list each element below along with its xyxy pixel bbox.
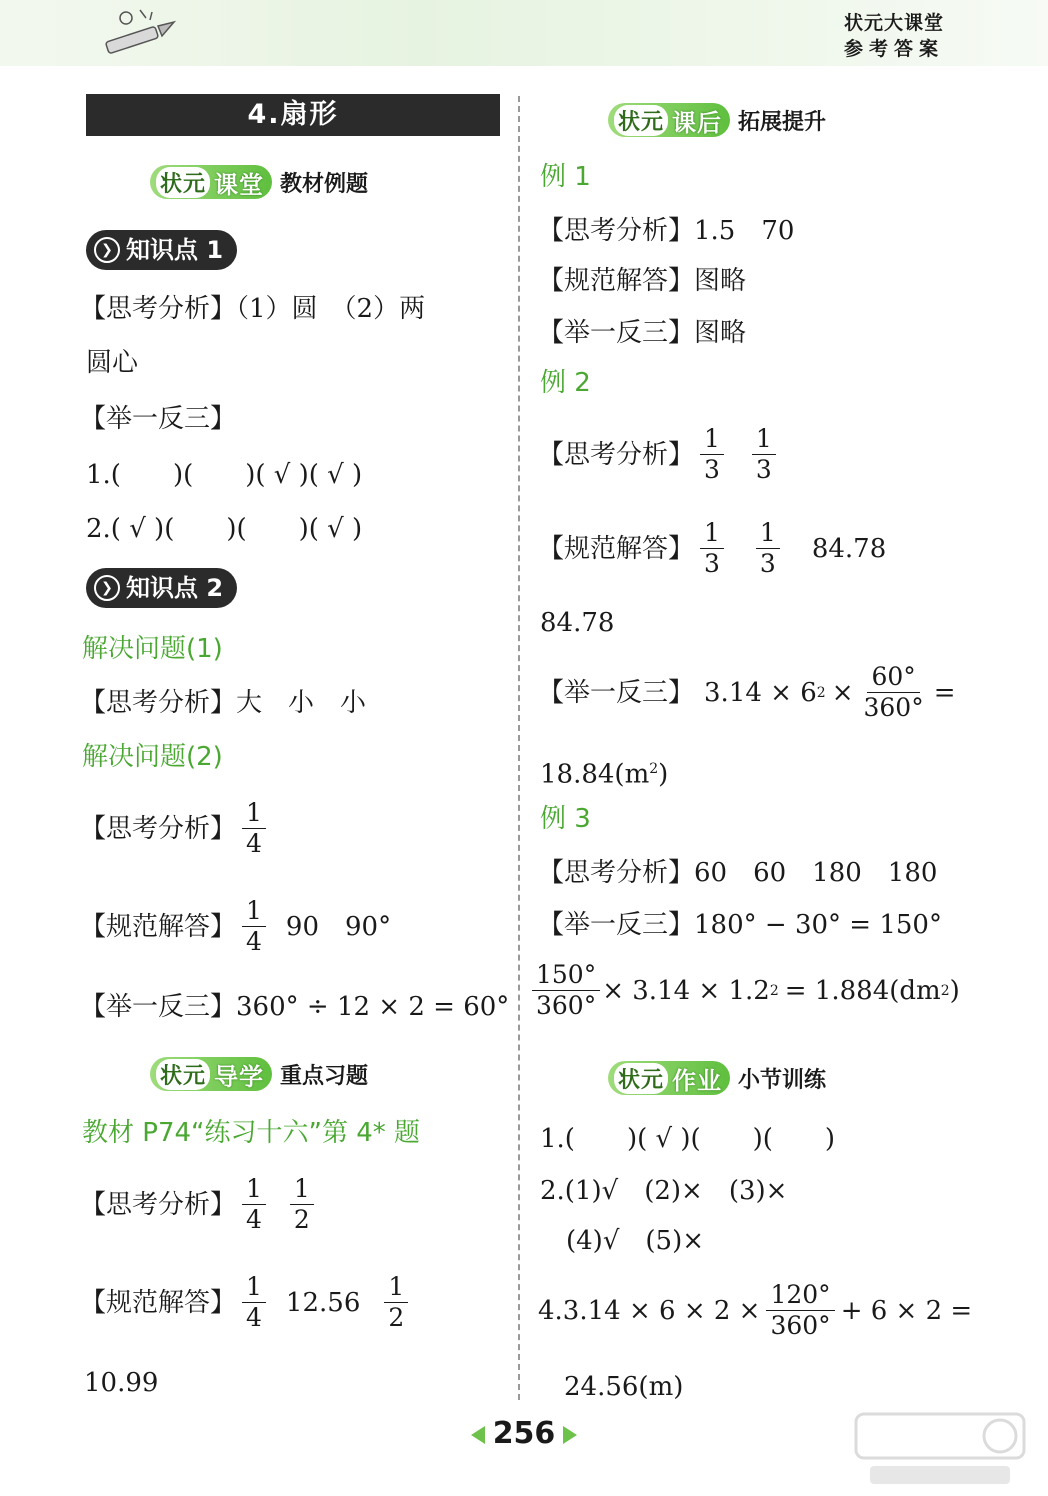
- page-number-value: 256: [492, 1416, 556, 1451]
- fraction: $\frac{1}{4}$: [242, 1174, 266, 1235]
- problem-1-think: 【思考分析】大 小 小: [80, 688, 367, 718]
- banner-subtitle: 拓展提升: [738, 109, 827, 135]
- fraction: $\frac{1}{2}$: [290, 1174, 314, 1235]
- example-1-heading: 例 1: [540, 162, 591, 192]
- arrow-circle-icon: ❯: [94, 237, 120, 263]
- knowledge-point-label: 知识点 2: [126, 574, 224, 602]
- exercise-think: [80, 1174, 320, 1235]
- banner-pill-rest: 作业: [672, 1066, 723, 1095]
- section-title: 4.扇形: [86, 94, 500, 136]
- fraction: $\frac{1}{3}$: [700, 518, 724, 579]
- label: 【规范解答】: [538, 533, 695, 564]
- kp1-extend: 【举一反三】: [80, 404, 237, 434]
- brand-title: 状元大课堂: [843, 12, 944, 34]
- expr: 3.14 × 6: [704, 677, 817, 708]
- example-2-extend: 【举一反三】 3.14 × 6 2 × $\frac{60^\circ}{360^\circ}$ =: [538, 662, 956, 722]
- watermark-logo: [850, 1408, 1030, 1490]
- knowledge-point-2: [86, 568, 237, 608]
- banner-pill: [150, 165, 272, 199]
- fraction: $\frac{150^\circ}{360^\circ}$: [532, 960, 600, 1021]
- exercise-solve: [80, 1272, 414, 1333]
- exercise-result: 10.99: [84, 1368, 159, 1398]
- example-1-solve: 【规范解答】图略: [538, 266, 747, 296]
- label: 【思考分析】: [80, 813, 237, 844]
- pencil-illustration: [100, 4, 180, 62]
- homework-2a: 2.(1)√ (2)× (3)×: [540, 1176, 788, 1206]
- banner-guide: [150, 1054, 368, 1094]
- exercise-heading: 教材 P74“练习十六”第 4* 题: [82, 1118, 421, 1148]
- kp1-think-cont: 圆心: [86, 348, 139, 378]
- banner-subtitle: 重点习题: [280, 1063, 369, 1089]
- value: 90 90°: [285, 911, 392, 942]
- example-1-think: 【思考分析】1.5 70: [538, 216, 795, 246]
- example-3-heading: 例 3: [540, 804, 591, 834]
- banner-subtitle: 小节训练: [738, 1067, 827, 1093]
- problem-2-solve: [80, 896, 391, 957]
- fraction: $\frac{1}{4}$: [242, 1272, 266, 1333]
- example-1-extend: 【举一反三】图略: [538, 318, 747, 348]
- fraction: $\frac{1}{4}$: [242, 798, 266, 859]
- homework-4-result: 24.56(m): [564, 1372, 684, 1402]
- result: = 1.884(dm: [784, 975, 941, 1006]
- banner-pill-key: 状元: [614, 1063, 668, 1094]
- fraction: $\frac{60^\circ}{360^\circ}$: [863, 662, 924, 722]
- homework-2b: (4)√ (5)×: [566, 1226, 705, 1256]
- brand-block: [844, 10, 944, 62]
- example-3-think: 【思考分析】60 60 180 180: [538, 858, 938, 888]
- example-3-extend-cont: $\frac{150^\circ}{360^\circ}$ × 3.14 × 1.2 2 = 1.884(dm 2 ): [532, 960, 960, 1021]
- value: 84.78: [811, 533, 887, 564]
- operator: =: [933, 677, 956, 708]
- triangle-right-icon: [563, 1426, 577, 1444]
- example-2-extend-result: $18.84(m^2)$: [540, 759, 669, 790]
- expr: × 3.14 × 1.2: [602, 975, 770, 1006]
- banner-pill: [608, 103, 730, 137]
- problem-2-heading: 解决问题(2): [82, 742, 223, 772]
- expr: 4.3.14 × 6 × 2 ×: [538, 1295, 761, 1326]
- banner-subtitle: 教材例题: [280, 171, 369, 197]
- fraction: $\frac{1}{2}$: [384, 1272, 408, 1333]
- knowledge-point-label: 知识点 1: [126, 236, 224, 264]
- arrow-circle-icon: ❯: [94, 575, 120, 601]
- label: 【规范解答】: [80, 911, 237, 942]
- knowledge-point-1: [86, 230, 237, 270]
- fraction: $\frac{1}{3}$: [700, 424, 724, 485]
- example-2-think: [538, 424, 782, 485]
- banner-classroom: [150, 162, 368, 202]
- problem-2-think: [80, 798, 272, 859]
- label: 【举一反三】: [538, 677, 695, 708]
- expr: + 6 × 2 =: [840, 1295, 973, 1326]
- banner-homework: [608, 1058, 826, 1098]
- example-2-solve: [538, 518, 886, 579]
- example-3-extend: 【举一反三】180° − 30° = 150°: [538, 910, 942, 940]
- triangle-left-icon: [471, 1426, 485, 1444]
- column-divider: [518, 96, 520, 1400]
- example-2-heading: 例 2: [540, 368, 591, 398]
- kp1-think: 【思考分析】（1）圆 （2）两: [80, 294, 426, 324]
- fraction: $\frac{120^\circ}{360^\circ}$: [766, 1280, 834, 1341]
- example-2-solve-cont: 84.78: [540, 608, 615, 638]
- banner-after-class: [608, 100, 826, 140]
- kp1-q2: 2.( √ )( )( )( √ ): [86, 514, 363, 544]
- homework-4: [538, 1280, 972, 1341]
- banner-pill-key: 状元: [156, 167, 210, 198]
- banner-pill-key: 状元: [156, 1059, 210, 1090]
- banner-pill: [150, 1057, 272, 1091]
- label: 【思考分析】: [80, 1189, 237, 1220]
- label: 【规范解答】: [80, 1287, 237, 1318]
- problem-2-extend: 【举一反三】360° ÷ 12 × 2 = 60°: [80, 992, 510, 1022]
- banner-pill-rest: 课堂: [214, 170, 265, 199]
- label: 【思考分析】: [538, 439, 695, 470]
- fraction: $\frac{1}{3}$: [756, 518, 780, 579]
- banner-pill-key: 状元: [614, 105, 668, 136]
- brand-subtitle: 参考答案: [843, 38, 944, 60]
- value: 12.56: [285, 1287, 361, 1318]
- homework-1: 1.( )( √ )( )( ): [540, 1124, 836, 1154]
- kp1-q1: 1.( )( )( √ )( √ ): [86, 460, 363, 490]
- fraction: $\frac{1}{3}$: [752, 424, 776, 485]
- banner-pill-rest: 课后: [672, 108, 723, 137]
- problem-1-heading: 解决问题(1): [82, 634, 223, 664]
- fraction: $\frac{1}{4}$: [242, 896, 266, 957]
- operator: ×: [831, 677, 854, 708]
- banner-pill-rest: 导学: [214, 1062, 265, 1091]
- banner-pill: [608, 1061, 730, 1095]
- page-number: [460, 1416, 588, 1451]
